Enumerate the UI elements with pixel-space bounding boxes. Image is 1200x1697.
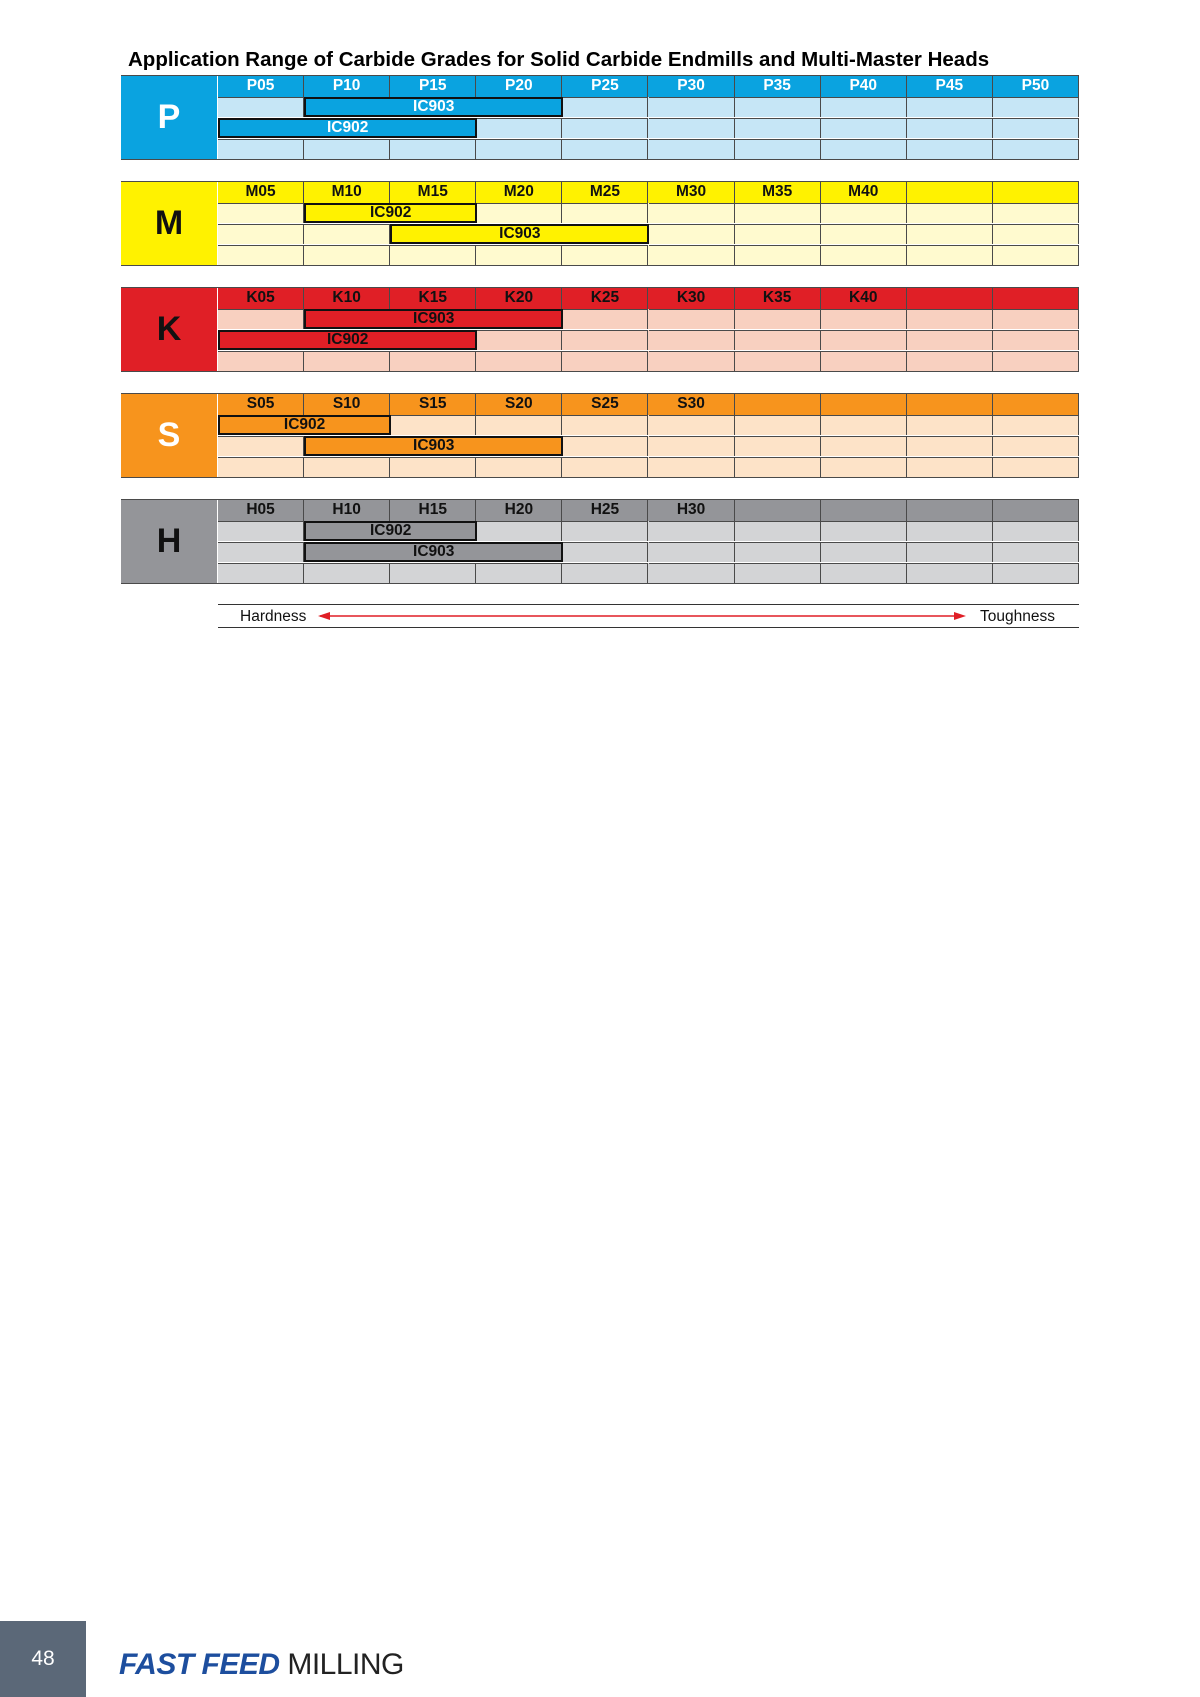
grade-header-cell: S20 (476, 393, 562, 415)
grade-cell (821, 97, 907, 117)
material-group-m (121, 181, 1079, 266)
grade-header-cell: M20 (476, 181, 562, 203)
grade-cell (649, 415, 735, 435)
grade-cell (476, 457, 562, 477)
grade-cell (304, 224, 390, 244)
grade-cell (649, 542, 735, 562)
grade-cell (218, 542, 304, 562)
grade-cell (907, 415, 993, 435)
grade-cell (562, 436, 648, 456)
material-group-p (121, 75, 1079, 160)
grade-bar-ic903: IC903 (390, 224, 649, 244)
grade-cell (476, 521, 562, 541)
grade-cell (735, 97, 821, 117)
grade-grid (218, 393, 1079, 478)
grade-cell (993, 97, 1079, 117)
section-top-border (121, 181, 1079, 182)
grade-cell (562, 457, 648, 477)
grade-cell (218, 351, 304, 371)
section-top-border (121, 75, 1079, 76)
grade-cell (562, 203, 648, 223)
grade-header-cell: P30 (649, 75, 735, 97)
grade-cell (993, 245, 1079, 265)
grade-header-cell (907, 181, 993, 203)
grade-cell (649, 245, 735, 265)
double-arrow-icon (218, 605, 1079, 627)
grade-cell (993, 330, 1079, 350)
grade-header-row (218, 287, 1079, 309)
grade-header-cell: H05 (218, 499, 304, 521)
brand-light-text: MILLING (279, 1648, 404, 1681)
grade-cell (562, 330, 648, 350)
grade-cell (907, 542, 993, 562)
grade-cell (735, 224, 821, 244)
grade-cell (735, 563, 821, 583)
grade-bar-ic902: IC902 (218, 118, 477, 138)
grade-cell (562, 118, 648, 138)
grade-cell (649, 97, 735, 117)
grade-cell (735, 521, 821, 541)
grade-cell (735, 436, 821, 456)
group-letter: S (121, 393, 217, 478)
grade-cell (390, 351, 476, 371)
grade-cell (907, 118, 993, 138)
grade-cell (735, 457, 821, 477)
grade-cell (562, 97, 648, 117)
grade-bar-ic903: IC903 (304, 542, 563, 562)
grade-header-cell: K20 (476, 287, 562, 309)
grade-cell (304, 563, 390, 583)
grade-bar-ic902: IC902 (218, 415, 391, 435)
grade-header-cell: H10 (304, 499, 390, 521)
grade-cell (821, 309, 907, 329)
grade-header-cell: K30 (649, 287, 735, 309)
grade-cell (562, 139, 648, 159)
grade-header-cell: H25 (562, 499, 648, 521)
grade-cell (907, 203, 993, 223)
grade-cell (390, 563, 476, 583)
grade-header-cell: M30 (649, 181, 735, 203)
grade-header-cell: M35 (735, 181, 821, 203)
grade-header-row (218, 499, 1079, 521)
grade-cell (821, 245, 907, 265)
group-letter: M (121, 181, 217, 266)
grade-cell (649, 203, 735, 223)
grade-header-cell: P15 (390, 75, 476, 97)
grade-header-cell: M40 (821, 181, 907, 203)
material-group-k (121, 287, 1079, 372)
grade-header-cell: M10 (304, 181, 390, 203)
grade-cell (821, 203, 907, 223)
grade-header-cell (821, 499, 907, 521)
grade-cell (649, 139, 735, 159)
grade-cell (390, 245, 476, 265)
grade-cell (649, 224, 735, 244)
section-bottom-border (121, 265, 1079, 266)
grade-header-cell: H20 (476, 499, 562, 521)
grade-cell (993, 542, 1079, 562)
grade-header-row (218, 393, 1079, 415)
grade-cell (735, 330, 821, 350)
grade-bar-ic902: IC902 (304, 521, 477, 541)
grade-header-cell (821, 393, 907, 415)
grade-header-cell: P40 (821, 75, 907, 97)
grade-row (218, 139, 1079, 159)
grade-cell (993, 203, 1079, 223)
grade-header-cell (993, 499, 1079, 521)
grade-cell (562, 542, 648, 562)
grade-header-cell: P10 (304, 75, 390, 97)
grade-header-row (218, 75, 1079, 97)
grade-header-cell: S25 (562, 393, 648, 415)
section-top-border (121, 499, 1079, 500)
grade-cell (907, 97, 993, 117)
grade-cell (562, 415, 648, 435)
grade-cell (476, 203, 562, 223)
grade-cell (735, 415, 821, 435)
grade-cell (218, 203, 304, 223)
grade-cell (649, 118, 735, 138)
grade-cell (218, 139, 304, 159)
grade-cell (476, 330, 562, 350)
grade-cell (476, 415, 562, 435)
grade-grid (218, 181, 1079, 266)
page-title: Application Range of Carbide Grades for Solid Carbide Endmills and Multi-Master Heads (128, 48, 990, 71)
grade-cell (390, 139, 476, 159)
grade-grid (218, 75, 1079, 160)
section-bottom-border (121, 159, 1079, 160)
grade-cell (390, 415, 476, 435)
grade-header-cell: S30 (649, 393, 735, 415)
grade-header-cell: H15 (390, 499, 476, 521)
section-top-border (121, 393, 1079, 394)
grade-header-cell: K40 (821, 287, 907, 309)
grade-cell (218, 245, 304, 265)
grade-cell (649, 330, 735, 350)
grade-cell (993, 563, 1079, 583)
grade-cell (821, 457, 907, 477)
grade-header-cell: K10 (304, 287, 390, 309)
grade-cell (735, 245, 821, 265)
section-bottom-border (121, 583, 1079, 584)
grade-cell (907, 563, 993, 583)
grade-cell (218, 224, 304, 244)
grade-cell (821, 436, 907, 456)
grade-cell (562, 351, 648, 371)
grade-bar-ic902: IC902 (218, 330, 477, 350)
grade-cell (476, 118, 562, 138)
grade-cell (562, 563, 648, 583)
grade-row (218, 351, 1079, 371)
section-bottom-border (121, 477, 1079, 478)
grade-header-cell: K05 (218, 287, 304, 309)
grade-header-cell: M05 (218, 181, 304, 203)
group-letter: K (121, 287, 217, 372)
grade-header-cell: K35 (735, 287, 821, 309)
grade-cell (476, 563, 562, 583)
section-bottom-border (121, 371, 1079, 372)
grade-cell (218, 457, 304, 477)
grade-cell (821, 542, 907, 562)
grade-cell (907, 224, 993, 244)
grade-cell (304, 457, 390, 477)
grade-cell (390, 457, 476, 477)
grade-cell (821, 139, 907, 159)
grade-cell (993, 309, 1079, 329)
grade-header-cell: P25 (562, 75, 648, 97)
grade-cell (735, 118, 821, 138)
grade-header-cell (993, 393, 1079, 415)
grade-header-cell (735, 393, 821, 415)
grade-cell (821, 330, 907, 350)
grade-cell (821, 224, 907, 244)
grade-cell (993, 415, 1079, 435)
grade-cell (993, 118, 1079, 138)
grade-cell (821, 521, 907, 541)
grade-cell (476, 245, 562, 265)
grade-bar-ic902: IC902 (304, 203, 477, 223)
grade-cell (735, 309, 821, 329)
grade-header-cell: K25 (562, 287, 648, 309)
brand-bold-text: FAST FEED (119, 1648, 280, 1681)
grade-cell (993, 521, 1079, 541)
grade-cell (649, 351, 735, 371)
grade-header-cell (993, 181, 1079, 203)
grade-cell (993, 224, 1079, 244)
grade-cell (218, 309, 304, 329)
material-group-h (121, 499, 1079, 584)
grade-bar-ic903: IC903 (304, 309, 563, 329)
group-letter: H (121, 499, 217, 584)
hardness-label: Hardness (240, 608, 307, 625)
grade-header-cell: P45 (907, 75, 993, 97)
grade-cell (821, 351, 907, 371)
grade-cell (562, 245, 648, 265)
grade-cell (735, 139, 821, 159)
grade-cell (735, 351, 821, 371)
grade-header-cell: P50 (993, 75, 1079, 97)
group-letter: P (121, 75, 217, 160)
grade-row (218, 245, 1079, 265)
grade-header-cell (907, 287, 993, 309)
grade-cell (907, 351, 993, 371)
grade-header-cell: P20 (476, 75, 562, 97)
grade-header-cell: S15 (390, 393, 476, 415)
grade-cell (649, 563, 735, 583)
grade-cell (304, 139, 390, 159)
grade-cell (649, 436, 735, 456)
brand-footer (119, 1648, 404, 1682)
grade-cell (735, 542, 821, 562)
grade-cell (218, 436, 304, 456)
grade-header-cell: P35 (735, 75, 821, 97)
hardness-toughness-scale (218, 604, 1079, 628)
grade-cell (993, 351, 1079, 371)
material-group-s (121, 393, 1079, 478)
grade-header-row (218, 181, 1079, 203)
grade-bar-ic903: IC903 (304, 97, 563, 117)
grade-cell (907, 139, 993, 159)
grade-cell (907, 309, 993, 329)
grade-row (218, 563, 1079, 583)
grade-cell (649, 309, 735, 329)
grade-cell (821, 118, 907, 138)
grade-cell (735, 203, 821, 223)
grade-header-cell (907, 393, 993, 415)
grade-cell (907, 457, 993, 477)
grade-cell (218, 97, 304, 117)
grade-cell (907, 330, 993, 350)
grade-cell (304, 351, 390, 371)
grade-header-cell: M25 (562, 181, 648, 203)
grade-header-cell (735, 499, 821, 521)
grade-cell (476, 139, 562, 159)
grade-bar-ic903: IC903 (304, 436, 563, 456)
grade-cell (218, 521, 304, 541)
grade-cell (993, 457, 1079, 477)
grade-cell (907, 521, 993, 541)
grade-cell (907, 436, 993, 456)
grade-cell (476, 351, 562, 371)
section-top-border (121, 287, 1079, 288)
grade-header-cell: H30 (649, 499, 735, 521)
grade-grid (218, 499, 1079, 584)
grade-header-cell (993, 287, 1079, 309)
grade-cell (993, 139, 1079, 159)
grade-cell (562, 521, 648, 541)
grade-header-cell: P05 (218, 75, 304, 97)
grade-header-cell: S05 (218, 393, 304, 415)
grade-cell (649, 457, 735, 477)
grade-cell (821, 563, 907, 583)
grade-header-cell: K15 (390, 287, 476, 309)
grade-cell (907, 245, 993, 265)
grade-header-cell: M15 (390, 181, 476, 203)
grade-header-cell: S10 (304, 393, 390, 415)
grade-header-cell (907, 499, 993, 521)
grade-cell (562, 309, 648, 329)
grade-cell (821, 415, 907, 435)
page-number: 48 (0, 1621, 86, 1697)
grade-cell (649, 521, 735, 541)
grade-cell (304, 245, 390, 265)
grade-cell (993, 436, 1079, 456)
grade-cell (218, 563, 304, 583)
toughness-label: Toughness (980, 608, 1055, 625)
grade-grid (218, 287, 1079, 372)
grade-row (218, 457, 1079, 477)
